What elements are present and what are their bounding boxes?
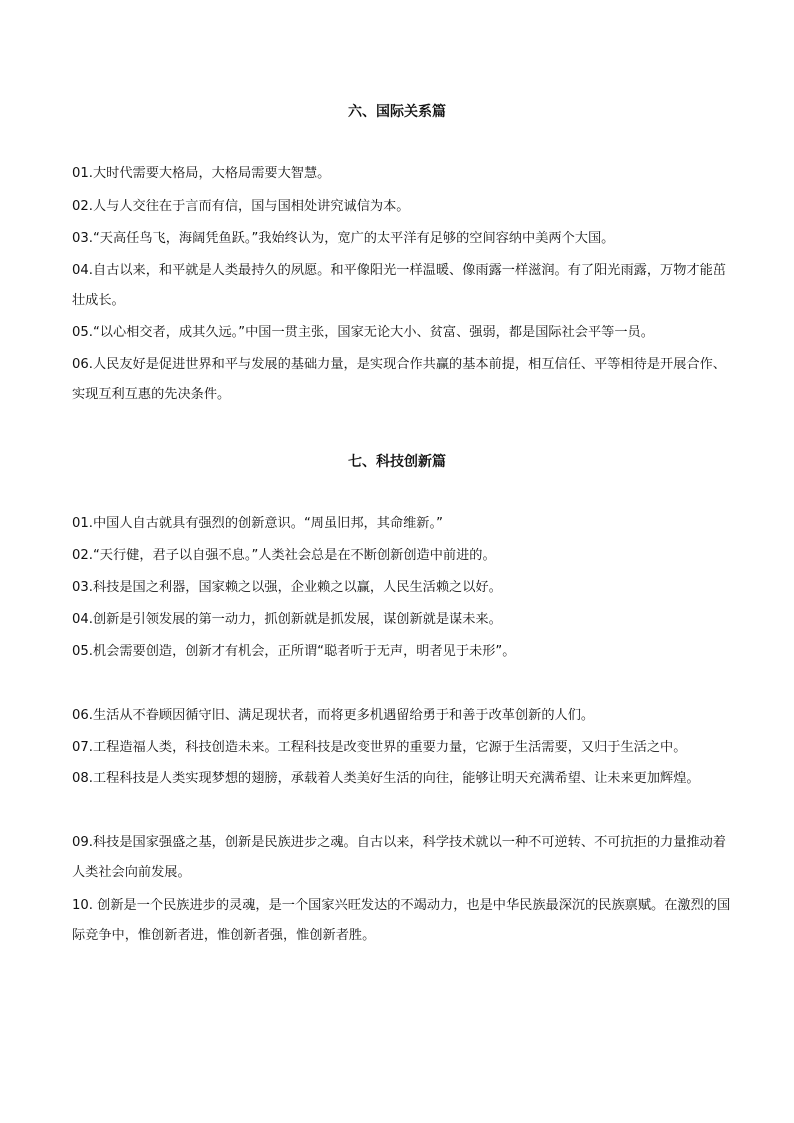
paragraph-6-05: 05.“以心相交者，成其久远。”中国一贯主张，国家无论大小、贫富、强弱，都是国际社会平等一员。 <box>72 325 654 340</box>
paragraph-7-10: 10. 创新是一个民族进步的灵魂，是一个国家兴旺发达的不竭动力，也是中华民族最深沉的民族禀赋。在激烈的国际竞争中，惟创新者进，惟创新者强，惟创新者胜。 <box>72 898 731 943</box>
paragraph-6-03: 03.“天高任鸟飞，海阔凭鱼跃。”我始终认为，宽广的太平洋有足够的空间容纳中美两个大国。 <box>72 231 615 246</box>
paragraph-7-03: 03.科技是国之利器，国家赖之以强，企业赖之以赢，人民生活赖之以好。 <box>72 580 502 595</box>
paragraph-7-06: 06.生活从不眷顾因循守旧、满足现状者，而将更多机遇留给勇于和善于改革创新的人们。 <box>72 708 595 723</box>
section-title-tech-innovation: 七、科技创新篇 <box>348 454 446 470</box>
paragraph-7-02: 02.“天行健，君子以自强不息。”人类社会总是在不断创新创造中前进的。 <box>72 548 496 563</box>
paragraph-7-04: 04.创新是引领发展的第一动力，抓创新就是抓发展，谋创新就是谋未来。 <box>72 612 502 627</box>
paragraph-7-05: 05.机会需要创造，创新才有机会，正所谓“聪者听于无声，明者见于未形”。 <box>72 644 516 659</box>
paragraph-6-02: 02.人与人交往在于言而有信，国与国相处讲究诚信为本。 <box>72 199 410 214</box>
section-title-international-relations: 六、国际关系篇 <box>348 104 446 120</box>
paragraph-7-09: 09.科技是国家强盛之基，创新是民族进步之魂。自古以来，科学技术就以一种不可逆转、不可抗拒的力量推动着人类社会向前发展。 <box>72 835 726 880</box>
paragraph-7-01: 01.中国人自古就具有强烈的创新意识。“周虽旧邦，其命维新。” <box>72 516 443 531</box>
paragraph-7-07: 07.工程造福人类，科技创造未来。工程科技是改变世界的重要力量，它源于生活需要，又归于生活之中。 <box>72 740 687 755</box>
paragraph-6-04: 04.自古以来，和平就是人类最持久的夙愿。和平像阳光一样温暖、像雨露一样滋润。有了阳光雨露，万物才能茁壮成长。 <box>72 263 726 308</box>
paragraph-7-08: 08.工程科技是人类实现梦想的翅膀，承载着人类美好生活的向往，能够让明天充满希望、让未来更加辉煌。 <box>72 771 700 786</box>
paragraph-6-06: 06.人民友好是促进世界和平与发展的基础力量，是实现合作共赢的基本前提，相互信任、平等相待是开展合作、实现互利互惠的先决条件。 <box>72 357 726 402</box>
paragraph-6-01: 01.大时代需要大格局，大格局需要大智慧。 <box>72 166 331 181</box>
